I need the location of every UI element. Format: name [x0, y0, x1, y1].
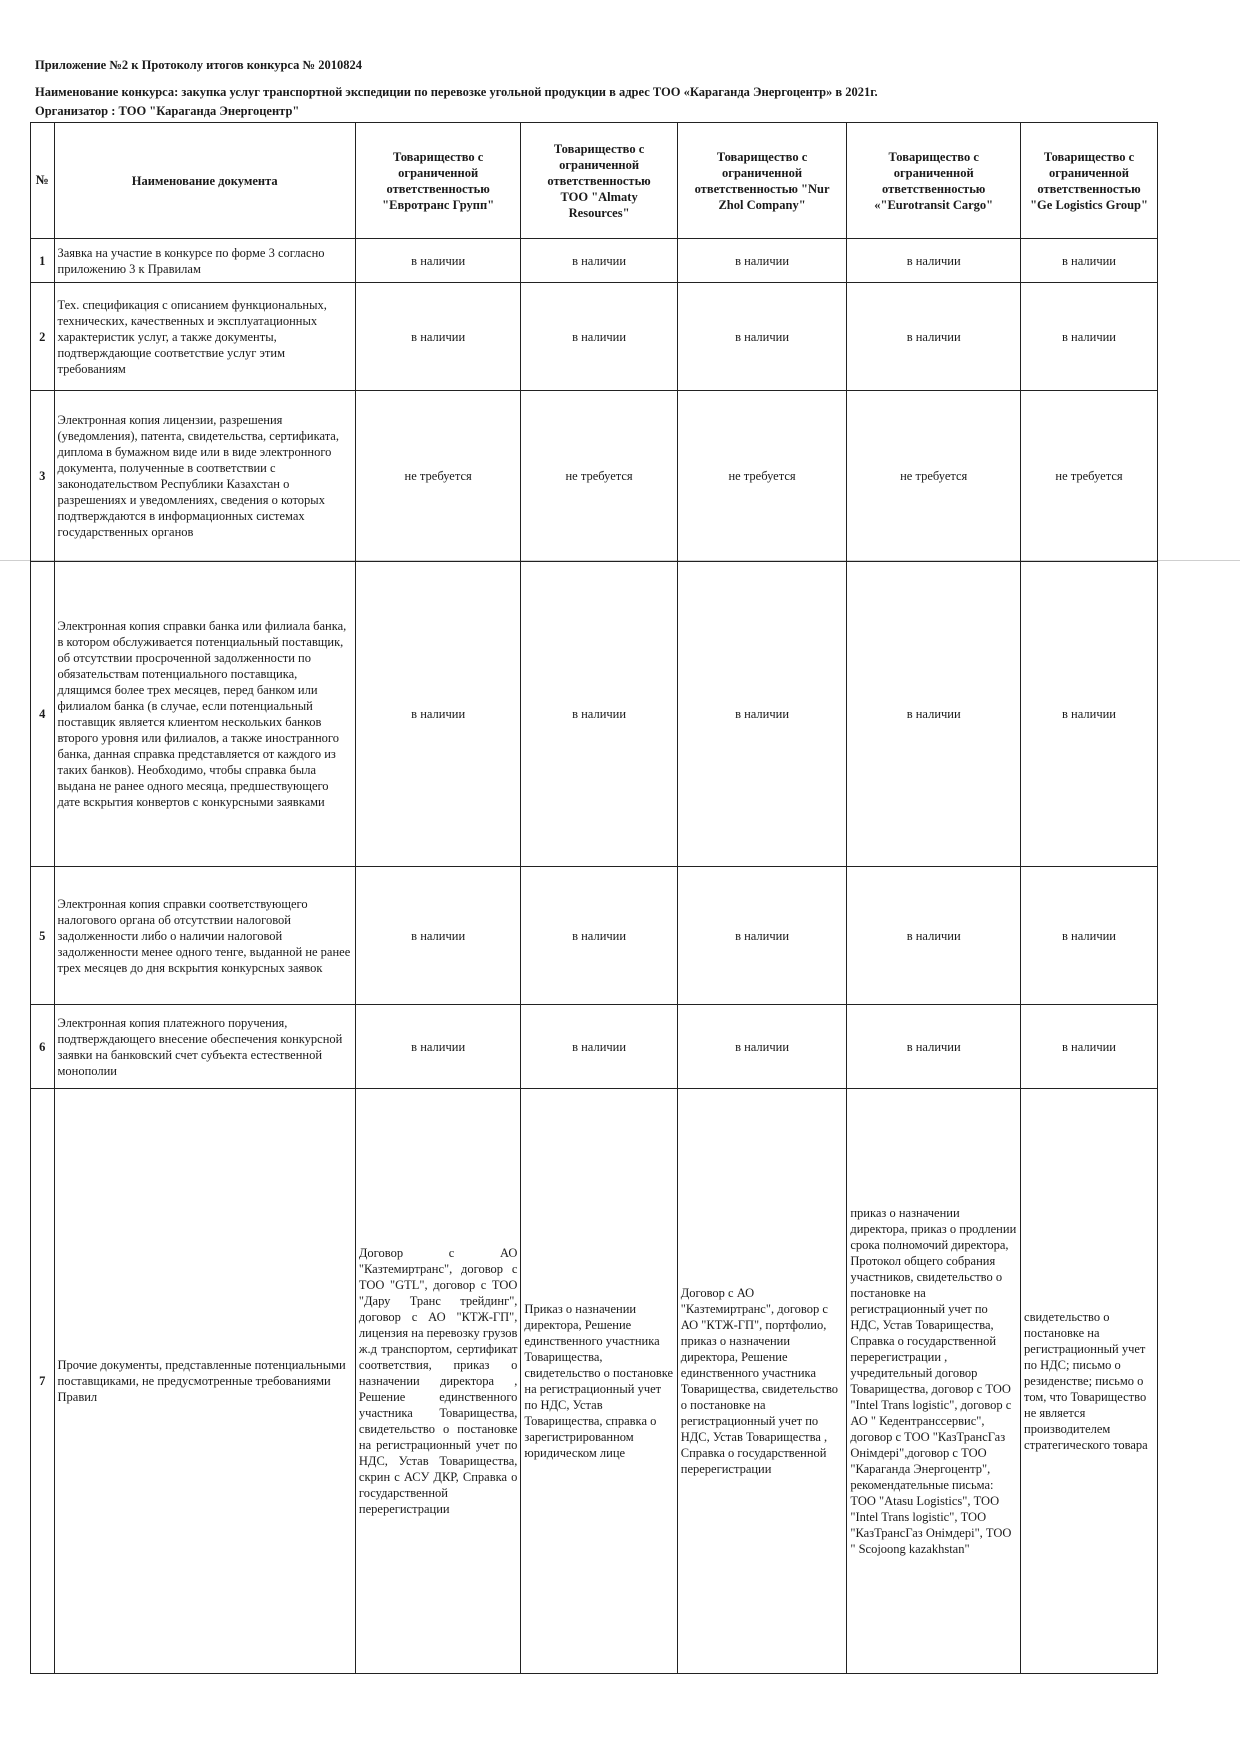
supplier-5-status: в наличии: [1021, 283, 1158, 391]
supplier-2-status: в наличии: [521, 239, 677, 283]
supplier-3-status: в наличии: [677, 239, 847, 283]
supplier-4-other-docs: приказ о назначении директора, приказ о продлении срока полномочий директора, Протокол общего собрания участников, свидетельство о постановке на регистрационный учет по НДС, Устав Товарищества, Справка о государственной перерегистрации , учредительный договор Товарищества, договор с ТОО "Intel Trans logistic", договор с АО " Кедентранссервис", договор с ТОО "КазТрансГаз Онімдері",договор с ТОО "Караганда Энергоцентр", рекомендательные письма: ТОО "Atasu Logistics", ТОО "Intel Trans logistic", ТОО "КазТрансГаз Онімдері", ТОО " Scojoong kazakhstan": [847, 1089, 1021, 1674]
table-header-row: [31, 123, 1158, 239]
supplier-5-other-docs: свидетельство о постановке на регистрационный учет по НДС; письмо о резиденстве; письмо о том, что Товарищество не является производителем стратегического товара: [1021, 1089, 1158, 1674]
tender-name: Наименование конкурса: закупка услуг транспортной экспедиции по перевозке угольной продукции в адрес ТОО «Караганда Энергоцентр» в 2021г.: [35, 85, 878, 99]
row-number: 6: [31, 1005, 55, 1089]
supplier-3-other-docs: Договор с АО "Казтемиртранс", договор с АО "КТЖ-ГП", портфолио, приказ о назначении директора, Решение единственного участника Товарищества, свидетельство о постановке на регистрационный учет по НДС, Устав Товарищества , Справка о государственной перерегистрации: [677, 1089, 847, 1674]
supplier-1-status: в наличии: [355, 1005, 521, 1089]
supplier-3-status: не требуется: [677, 391, 847, 562]
col-header-supplier-1: Товарищество с ограниченной ответственностью "Евротранс Групп": [355, 123, 521, 239]
supplier-5-status: в наличии: [1021, 867, 1158, 1005]
supplier-1-status: не требуется: [355, 391, 521, 562]
supplier-3-status: в наличии: [677, 1005, 847, 1089]
row-number: 4: [31, 562, 55, 867]
supplier-1-status: в наличии: [355, 867, 521, 1005]
document-name: Электронная копия справки банка или филиала банка, в котором обслуживается потенциальный поставщик, об отсутствии просроченной задолженности по обязательствам потенциального поставщика, длящимся более трех месяцев, перед банком или филиалом банка (в случае, если потенциальный поставщик является клиентом нескольких банков второго уровня или филиалов, а также иностранного банка, данная справка представляется от каждого из таких банков). Необходимо, чтобы справка была выдана не ранее одного месяца, предшествующего дате вскрытия конвертов с конкурсными заявками: [54, 562, 355, 867]
supplier-4-status: в наличии: [847, 239, 1021, 283]
supplier-3-status: в наличии: [677, 867, 847, 1005]
supplier-1-status: в наличии: [355, 283, 521, 391]
row-number: 7: [31, 1089, 55, 1674]
document-name: Электронная копия справки соответствующего налогового органа об отсутствии налоговой задолженности либо о наличии налоговой задолженности менее одного тенге, выданной не ранее трех месяцев до дня вскрытия конкурсных заявок: [54, 867, 355, 1005]
supplier-2-status: в наличии: [521, 867, 677, 1005]
supplier-1-status: в наличии: [355, 562, 521, 867]
supplier-4-status: не требуется: [847, 391, 1021, 562]
supplier-2-status: в наличии: [521, 283, 677, 391]
col-header-supplier-2: Товарищество с ограниченной ответственностью ТОО "Almaty Resources": [521, 123, 677, 239]
document-name: Электронная копия лицензии, разрешения (уведомления), патента, свидетельства, сертификата, диплома в бумажном виде или в виде электронного документа, полученные в соответствии с законодательством Республики Казахстан о разрешениях и уведомлениях, сведения о которых подтверждаются в информационных системах государственных органов: [54, 391, 355, 562]
document-name: Электронная копия платежного поручения, подтверждающего внесение обеспечения конкурсной заявки на банковский счет субъекта естественной монополии: [54, 1005, 355, 1089]
supplier-2-other-docs: Приказ о назначении директора, Решение единственного участника Товарищества, свидетельство о постановке на регистрационный учет по НДС, Устав Товарищества, справка о зарегистрированном юридическом лице: [521, 1089, 677, 1674]
supplier-4-status: в наличии: [847, 562, 1021, 867]
organizer: Организатор : ТОО "Караганда Энергоцентр": [35, 104, 300, 118]
row-number: 2: [31, 283, 55, 391]
supplier-2-status: в наличии: [521, 1005, 677, 1089]
table-row: [31, 1089, 1158, 1674]
table-row: [31, 867, 1158, 1005]
supplier-1-status: в наличии: [355, 239, 521, 283]
col-header-supplier-3: Товарищество с ограниченной ответственностью "Nur Zhol Company": [677, 123, 847, 239]
supplier-4-status: в наличии: [847, 283, 1021, 391]
supplier-5-status: не требуется: [1021, 391, 1158, 562]
supplier-5-status: в наличии: [1021, 239, 1158, 283]
table-row: [31, 562, 1158, 867]
table-row: [31, 391, 1158, 562]
row-number: 3: [31, 391, 55, 562]
document-name: Прочие документы, представленные потенциальными поставщиками, не предусмотренные требованиями Правил: [54, 1089, 355, 1674]
supplier-3-status: в наличии: [677, 283, 847, 391]
col-header-supplier-4: Товарищество с ограниченной ответственностью «"Eurotransit Cargo": [847, 123, 1021, 239]
supplier-4-status: в наличии: [847, 867, 1021, 1005]
document-name: Тех. спецификация с описанием функциональных, технических, качественных и эксплуатационных характеристик услуг, а также документы, подтверждающие соответствие услуг этим требованиям: [54, 283, 355, 391]
document-name: Заявка на участие в конкурсе по форме 3 согласно приложению 3 к Правилам: [54, 239, 355, 283]
table-row: [31, 283, 1158, 391]
table-row: [31, 1005, 1158, 1089]
supplier-1-other-docs: Договор с АО "Казтемиртранс", договор с ТОО "GTL", договор с ТОО "Дару Транс трейдинг", договор с АО "КТЖ-ГП", лицензия на перевозку грузов ж.д транспортом, сертификат соответствия, приказ о назначении директора , Решение единственного участника Товарищества, свидетельство о постановке на регистрационный учет по НДС, Устав Товарищества, скрин с АСУ ДКР, Справка о государственной перерегистрации: [355, 1089, 521, 1674]
appendix-title: Приложение №2 к Протоколу итогов конкурса № 2010824: [35, 58, 362, 72]
row-number: 5: [31, 867, 55, 1005]
col-header-supplier-5: Товарищество с ограниченной ответственностью "Ge Logistics Group": [1021, 123, 1158, 239]
col-header-document: Наименование документа: [54, 123, 355, 239]
supplier-2-status: в наличии: [521, 562, 677, 867]
table-row: [31, 239, 1158, 283]
results-table: [30, 122, 1158, 1674]
supplier-5-status: в наличии: [1021, 1005, 1158, 1089]
row-number: 1: [31, 239, 55, 283]
supplier-2-status: не требуется: [521, 391, 677, 562]
supplier-5-status: в наличии: [1021, 562, 1158, 867]
col-header-number: №: [31, 123, 55, 239]
supplier-3-status: в наличии: [677, 562, 847, 867]
supplier-4-status: в наличии: [847, 1005, 1021, 1089]
